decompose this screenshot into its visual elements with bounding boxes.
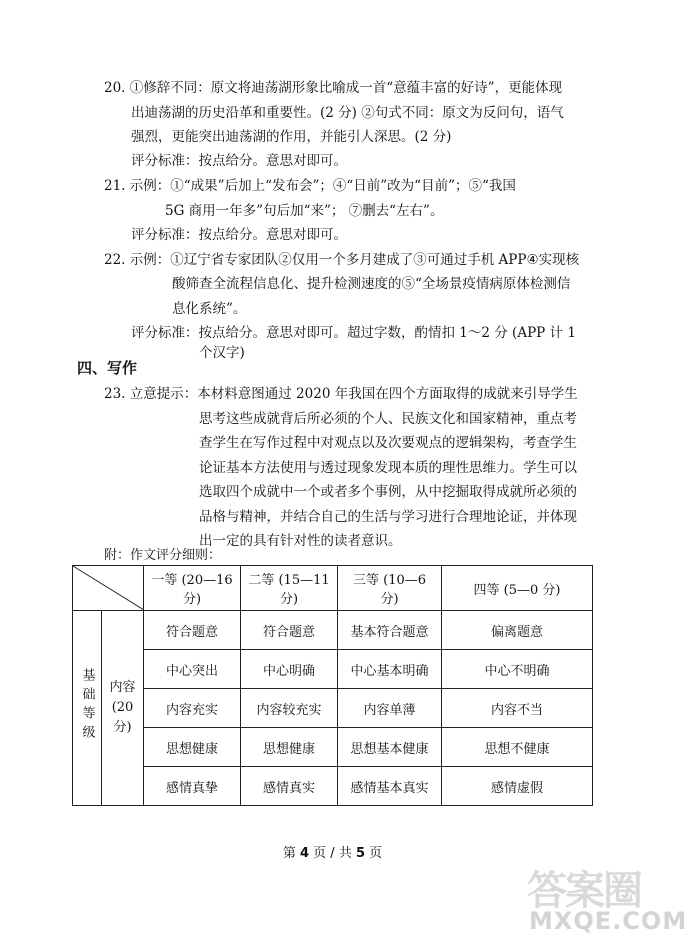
q20-rubric: 评分标准：按点给分。意思对即可。 — [131, 153, 347, 169]
table-cell: 思想健康 — [241, 728, 338, 767]
table-cell: 思想基本健康 — [338, 728, 442, 767]
header-grade-1: 一等 (20—16 分) — [144, 566, 241, 611]
q21-line2: 5G 商用一年多”句后加“来”； ⑦删去“左右”。 — [165, 203, 444, 219]
page-footer: 第 4 页 / 共 5 页 — [282, 846, 383, 861]
table-cell: 符合题意 — [144, 611, 241, 650]
group-label: 基础等级 — [79, 668, 95, 744]
q21-rubric: 评分标准：按点给分。意思对即可。 — [131, 227, 347, 243]
q22-rubric-line1: 评分标准：按点给分。意思对即可。超过字数，酌情扣 1～2 分 (APP 计 1 — [131, 325, 576, 341]
q22-line2: 酸筛查全流程信息化、提升检测速度的⑤“全场景疫情病原体检测信 — [172, 276, 571, 292]
table-cell: 中心突出 — [144, 650, 241, 689]
appendix-label: 附：作文评分细则： — [104, 548, 222, 563]
watermark-logo: 答案圈 MXQE.COM — [527, 868, 687, 935]
table-cell: 思想不健康 — [442, 728, 593, 767]
header-grade-4: 四等 (5—0 分) — [442, 566, 593, 611]
table-cell: 符合题意 — [241, 611, 338, 650]
table-cell: 思想健康 — [144, 728, 241, 767]
group-label-cell — [73, 611, 102, 806]
q20-line2: 出迪荡湖的历史沿革和重要性。(2 分) ②句式不同：原文为反问句，语气 — [131, 105, 564, 121]
q23-line6: 品格与精神，并结合自己的生活与学习进行合理地论证，并体现 — [199, 509, 577, 525]
table-cell: 基本符合题意 — [338, 611, 442, 650]
diagonal-line-icon — [73, 566, 144, 610]
q20-line1: 20. ①修辞不同：原文将迪荡湖形象比喻成一首“意蕴丰富的好诗”，更能体现 — [104, 80, 563, 96]
q23-line4: 论证基本方法使用与透过现象发现本质的理性思维力。学生可以 — [199, 460, 577, 476]
q20-line3: 强烈，更能突出迪荡湖的作用，并能引人深思。(2 分) — [131, 129, 452, 145]
table-cell: 偏离题意 — [442, 611, 593, 650]
table-cell: 内容单薄 — [338, 689, 442, 728]
current-page: 4 — [299, 846, 310, 861]
q22-rubric-line2: 个汉字) — [199, 345, 245, 361]
table-cell: 感情虚假 — [442, 767, 593, 806]
diagonal-header-cell — [73, 566, 144, 611]
table-cell: 内容较充实 — [241, 689, 338, 728]
q23-line2: 思考这些成就背后所必须的个人、民族文化和国家精神，重点考 — [199, 411, 577, 427]
table-header-row — [73, 566, 593, 611]
table-cell: 感情真挚 — [144, 767, 241, 806]
table-cell: 感情真实 — [241, 767, 338, 806]
sub-label-cell: 内容 (20 分) — [102, 611, 144, 806]
table-row — [73, 650, 593, 689]
q22-line1: 22. 示例：①辽宁省专家团队②仅用一个多月建成了③可通过手机 APP④实现核 — [104, 252, 580, 268]
q23-line7: 出一定的具有针对性的读者意识。 — [199, 533, 402, 549]
table-cell: 中心不明确 — [442, 650, 593, 689]
q21-line1: 21. 示例：①“成果”后加上“发布会”；④“日前”改为“目前”；⑤“我国 — [104, 178, 516, 194]
q22-line3: 息化系统”。 — [172, 301, 247, 317]
header-grade-3: 三等 (10—6 分) — [338, 566, 442, 611]
section-title: 四、写作 — [77, 359, 138, 377]
table-cell: 内容不当 — [442, 689, 593, 728]
table-cell: 中心基本明确 — [338, 650, 442, 689]
table-cell: 感情基本真实 — [338, 767, 442, 806]
table-row — [73, 767, 593, 806]
table-row — [73, 689, 593, 728]
q23-line5: 选取四个成就中一个或者多个事例，从中挖掘取得成就所必须的 — [199, 484, 577, 500]
q23-line1: 23. 立意提示：本材料意图通过 2020 年我国在四个方面取得的成就来引导学生 — [104, 386, 578, 402]
table-row — [73, 611, 593, 650]
total-pages: 5 — [355, 846, 366, 861]
table-cell: 中心明确 — [241, 650, 338, 689]
table-cell: 内容充实 — [144, 689, 241, 728]
header-grade-2: 二等 (15—11 分) — [241, 566, 338, 611]
table-row — [73, 728, 593, 767]
q23-line3: 查学生在写作过程中对观点以及次要观点的逻辑架构，考查学生 — [199, 435, 577, 451]
grading-table — [72, 565, 593, 806]
